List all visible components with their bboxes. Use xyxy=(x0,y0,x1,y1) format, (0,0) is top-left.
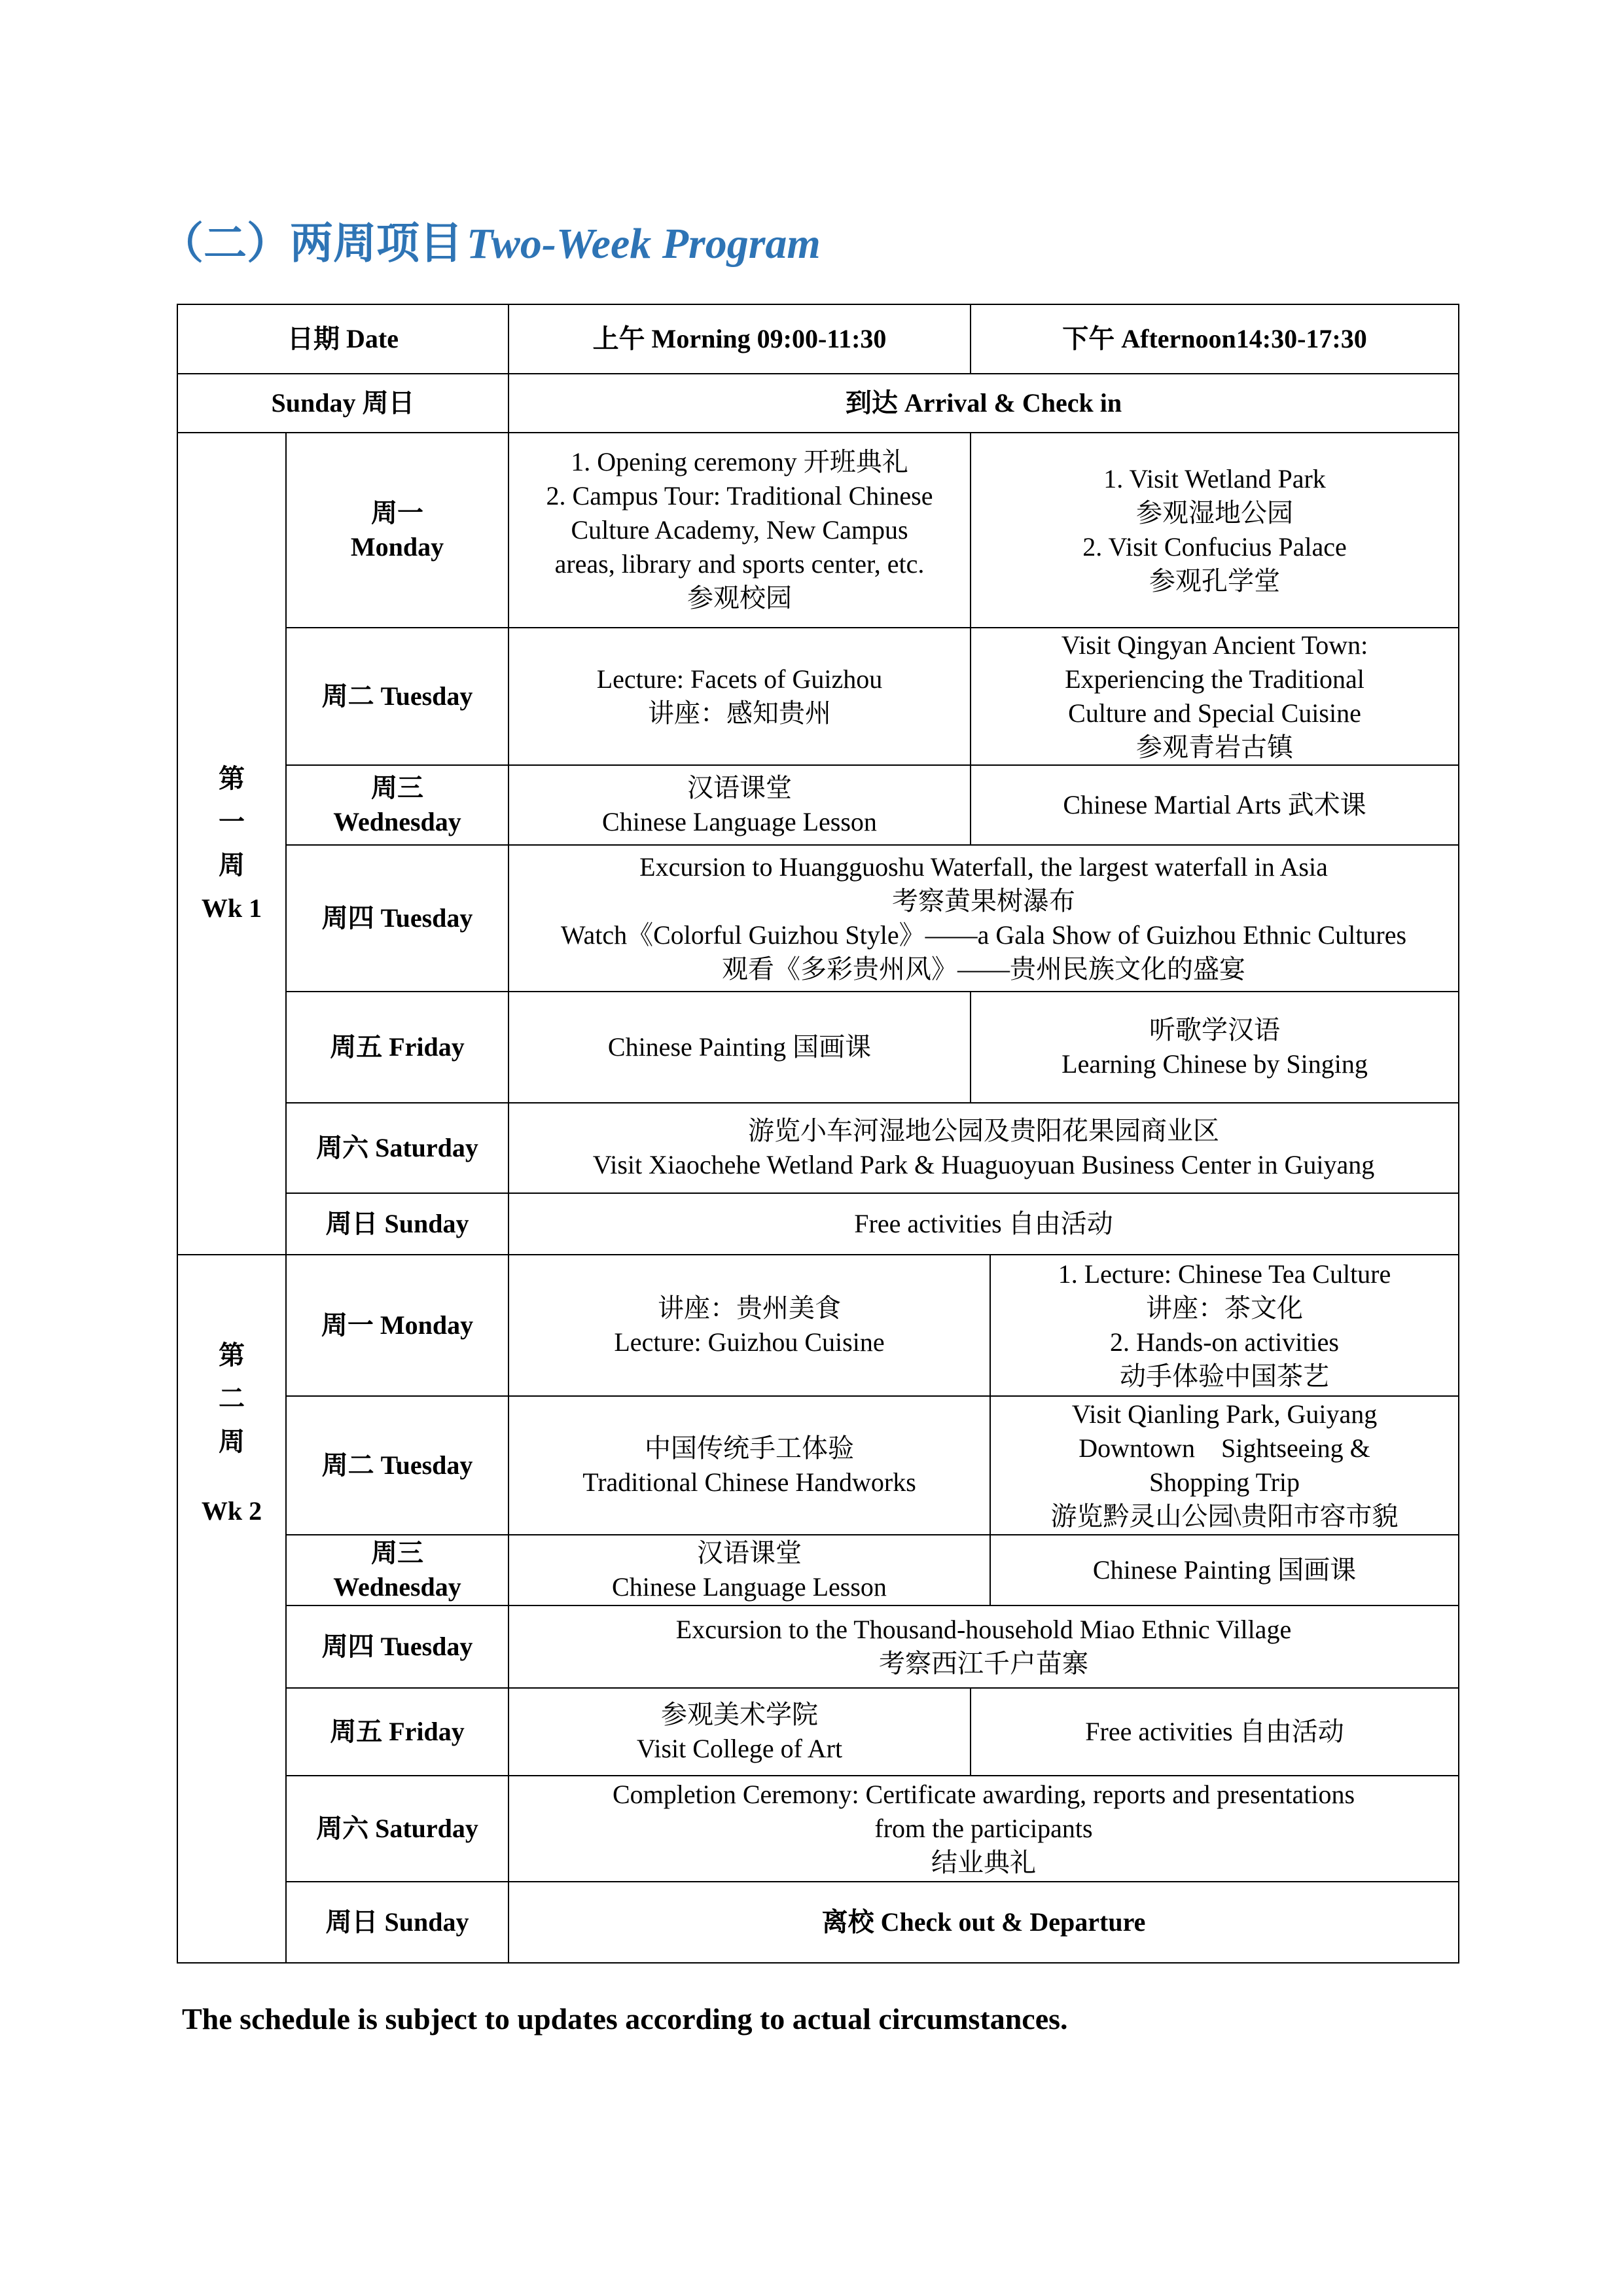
w1-friday-am xyxy=(508,992,971,1103)
w2-monday-am-line: 讲座：贵州美食 xyxy=(658,1293,841,1323)
schedule-table xyxy=(177,304,1459,1964)
week1-label-zh-3: 周 xyxy=(219,850,245,880)
w2-tuesday-pm-line: Downtown Sightseeing & xyxy=(1079,1433,1370,1463)
w2-friday-am-line: Visit College of Art xyxy=(636,1734,843,1763)
w2-sunday-line: 离校 Check out & Departure xyxy=(821,1907,1146,1937)
w2-wednesday-am xyxy=(508,1535,990,1605)
w2-wednesday-am-line: 汉语课堂 xyxy=(697,1538,802,1568)
arrival-row xyxy=(177,374,1459,433)
w1-friday-row xyxy=(177,992,1459,1103)
w2-monday-pm-line: 1. Lecture: Chinese Tea Culture xyxy=(1058,1259,1391,1289)
w2-wednesday-day-zh: 周三 xyxy=(371,1538,423,1568)
w1-saturday-line: Visit Xiaochehe Wetland Park & Huaguoyuan Business Center in Guiyang xyxy=(592,1150,1375,1179)
w1-monday-pm xyxy=(971,433,1459,628)
w2-saturday-line: from the participants xyxy=(874,1814,1093,1843)
w1-saturday-row xyxy=(177,1103,1459,1193)
w2-saturday-day: 周六 Saturday xyxy=(286,1776,508,1882)
w1-thursday-line: Excursion to Huangguoshu Waterfall, the largest waterfall in Asia xyxy=(639,852,1328,882)
week2-label xyxy=(177,1255,286,1963)
w2-thursday-full xyxy=(508,1605,1459,1688)
w1-monday-am-line: 1. Opening ceremony 开班典礼 xyxy=(571,447,908,476)
w2-thursday-row xyxy=(177,1605,1459,1688)
w2-tuesday-am-line: 中国传统手工体验 xyxy=(645,1433,854,1463)
w2-wednesday-am-line: Chinese Language Lesson xyxy=(612,1572,887,1602)
w1-thursday-row xyxy=(177,845,1459,992)
w1-sunday-day: 周日 Sunday xyxy=(286,1193,508,1255)
week2-label-zh-1: 第 xyxy=(219,1340,245,1370)
w2-monday-am-line: Lecture: Guizhou Cuisine xyxy=(614,1327,885,1357)
w1-monday-am-line: 参观校园 xyxy=(687,583,792,613)
w2-monday-pm-line: 2. Hands-on activities xyxy=(1110,1327,1339,1357)
week2-label-en: Wk 2 xyxy=(201,1496,262,1526)
w2-sunday-day: 周日 Sunday xyxy=(286,1882,508,1963)
w1-wednesday-day-zh: 周三 xyxy=(371,773,423,802)
w1-monday-am-line: Culture Academy, New Campus xyxy=(571,515,908,545)
w2-monday-pm xyxy=(990,1255,1459,1396)
w1-friday-pm-line: 听歌学汉语 xyxy=(1149,1015,1280,1045)
w1-monday-pm-line: 1. Visit Wetland Park xyxy=(1103,464,1326,493)
w2-friday-pm xyxy=(971,1688,1459,1776)
w1-thursday-full xyxy=(508,845,1459,992)
w2-tuesday-row xyxy=(177,1396,1459,1535)
w2-monday-row xyxy=(177,1255,1459,1396)
w2-saturday-row xyxy=(177,1776,1459,1882)
w1-friday-pm xyxy=(971,992,1459,1103)
w1-tuesday-row xyxy=(177,628,1459,765)
w1-monday-pm-line: 参观孔学堂 xyxy=(1149,566,1280,596)
w1-monday-day xyxy=(286,433,508,628)
w1-wednesday-day xyxy=(286,765,508,845)
w2-tuesday-pm-line: Visit Qianling Park, Guiyang xyxy=(1071,1399,1378,1429)
w2-wednesday-pm-line: Chinese Painting 国画课 xyxy=(1092,1555,1357,1585)
w1-thursday-line: 考察黄果树瀑布 xyxy=(892,886,1075,916)
w2-monday-pm-line: 动手体验中国茶艺 xyxy=(1120,1361,1329,1391)
w1-wednesday-am-line: 汉语课堂 xyxy=(687,773,792,802)
arrival-activity: 到达 Arrival & Check in xyxy=(508,374,1459,433)
week1-label-zh-1: 第 xyxy=(219,764,245,793)
w2-monday-day: 周一 Monday xyxy=(286,1255,508,1396)
w1-monday-am-line: areas, library and sports center, etc. xyxy=(554,549,925,579)
w2-tuesday-am-line: Traditional Chinese Handworks xyxy=(582,1467,916,1497)
section-title-en: Two-Week Program xyxy=(467,220,821,268)
w2-friday-am-line: 参观美术学院 xyxy=(661,1700,818,1729)
w1-tuesday-pm-line: Culture and Special Cuisine xyxy=(1068,698,1361,728)
w1-monday-day-zh: 周一 xyxy=(371,498,423,528)
week1-label-en: Wk 1 xyxy=(201,893,262,923)
w1-saturday-full xyxy=(508,1103,1459,1193)
section-title xyxy=(160,208,821,270)
w1-thursday-line: Watch《Colorful Guizhou Style》——a Gala Show of Guizhou Ethnic Cultures xyxy=(560,920,1407,950)
w1-wednesday-pm xyxy=(971,765,1459,845)
w1-friday-pm-line: Learning Chinese by Singing xyxy=(1061,1049,1368,1079)
w1-tuesday-pm xyxy=(971,628,1459,765)
w1-wednesday-row xyxy=(177,765,1459,845)
w1-monday-day-en: Monday xyxy=(350,532,444,562)
w1-wednesday-am xyxy=(508,765,971,845)
w1-tuesday-am-line: 讲座：感知贵州 xyxy=(648,698,831,728)
w2-friday-row xyxy=(177,1688,1459,1776)
w2-thursday-line: 考察西江千户苗寨 xyxy=(879,1649,1088,1678)
w1-saturday-line: 游览小车河湿地公园及贵阳花果园商业区 xyxy=(748,1116,1219,1145)
w1-saturday-day: 周六 Saturday xyxy=(286,1103,508,1193)
week2-label-zh-2: 二 xyxy=(219,1384,245,1413)
w2-saturday-line: Completion Ceremony: Certificate awarding, reports and presentations xyxy=(612,1780,1355,1809)
w1-monday-am-line: 2. Campus Tour: Traditional Chinese xyxy=(546,481,933,511)
header-afternoon: 下午 Afternoon14:30-17:30 xyxy=(971,304,1459,374)
w2-saturday-line: 结业典礼 xyxy=(931,1848,1036,1877)
w2-friday-am xyxy=(508,1688,971,1776)
w1-tuesday-pm-line: 参观青岩古镇 xyxy=(1136,732,1293,762)
w1-thursday-day: 周四 Tuesday xyxy=(286,845,508,992)
w1-tuesday-pm-line: Experiencing the Traditional xyxy=(1065,664,1364,694)
w1-tuesday-am xyxy=(508,628,971,765)
w2-tuesday-pm-line: 游览黔灵山公园\贵阳市容市貌 xyxy=(1050,1501,1399,1531)
w2-thursday-line: Excursion to the Thousand-household Miao Ethnic Village xyxy=(675,1615,1292,1644)
w1-wednesday-pm-line: Chinese Martial Arts 武术课 xyxy=(1063,790,1366,819)
w2-tuesday-day: 周二 Tuesday xyxy=(286,1396,508,1535)
section-title-zh: （二）两周项目 xyxy=(160,218,463,268)
w2-tuesday-am xyxy=(508,1396,990,1535)
w1-wednesday-day-en: Wednesday xyxy=(333,807,461,836)
w1-wednesday-am-line: Chinese Language Lesson xyxy=(602,807,877,836)
w1-tuesday-pm-line: Visit Qingyan Ancient Town: xyxy=(1061,630,1368,660)
w2-monday-pm-line: 讲座：茶文化 xyxy=(1146,1293,1303,1323)
w1-sunday-line: Free activities 自由活动 xyxy=(854,1209,1113,1238)
w1-monday-am xyxy=(508,433,971,628)
w2-monday-am xyxy=(508,1255,990,1396)
week2-label-zh-3: 周 xyxy=(219,1427,245,1456)
w1-monday-pm-line: 参观湿地公园 xyxy=(1136,498,1293,528)
w2-sunday-full xyxy=(508,1882,1459,1963)
header-date: 日期 Date xyxy=(177,304,508,374)
w2-thursday-day: 周四 Tuesday xyxy=(286,1605,508,1688)
w2-saturday-full xyxy=(508,1776,1459,1882)
w1-thursday-line: 观看《多彩贵州风》——贵州民族文化的盛宴 xyxy=(722,954,1245,984)
week1-label xyxy=(177,433,286,1255)
w1-friday-day: 周五 Friday xyxy=(286,992,508,1103)
w1-tuesday-am-line: Lecture: Facets of Guizhou xyxy=(596,664,883,694)
w1-monday-pm-line: 2. Visit Confucius Palace xyxy=(1082,532,1347,562)
w2-friday-pm-line: Free activities 自由活动 xyxy=(1085,1717,1344,1746)
arrival-day: Sunday 周日 xyxy=(177,374,508,433)
week1-label-zh-2: 一 xyxy=(219,807,245,836)
w2-friday-day: 周五 Friday xyxy=(286,1688,508,1776)
w1-sunday-row xyxy=(177,1193,1459,1255)
w2-wednesday-day-en: Wednesday xyxy=(333,1572,461,1602)
w1-friday-am-line: Chinese Painting 国画课 xyxy=(607,1032,872,1062)
w2-wednesday-pm xyxy=(990,1535,1459,1605)
w2-sunday-row xyxy=(177,1882,1459,1963)
w1-tuesday-day: 周二 Tuesday xyxy=(286,628,508,765)
footer-note: The schedule is subject to updates according to actual circumstances. xyxy=(182,2002,1068,2036)
w1-monday-row xyxy=(177,433,1459,628)
w1-sunday-full xyxy=(508,1193,1459,1255)
header-row xyxy=(177,304,1459,374)
w2-tuesday-pm-line: Shopping Trip xyxy=(1149,1467,1300,1497)
header-morning: 上午 Morning 09:00-11:30 xyxy=(508,304,971,374)
w2-wednesday-row xyxy=(177,1535,1459,1605)
w2-tuesday-pm xyxy=(990,1396,1459,1535)
w2-wednesday-day xyxy=(286,1535,508,1605)
